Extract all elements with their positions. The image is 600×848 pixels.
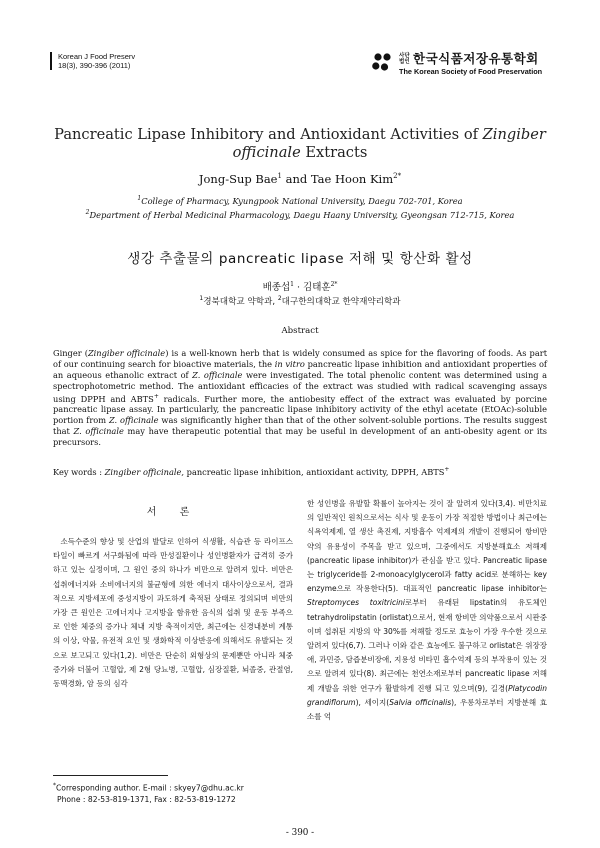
author-1-sup: 1: [277, 172, 282, 181]
footnote-email: Corresponding author. E-mail : skyey7@dhu.ac.kr: [56, 783, 244, 793]
ko-author-1: 배종섭: [262, 282, 291, 293]
author-2: Tae Hoon Kim: [310, 172, 394, 186]
title-species-epithet: officinale: [232, 144, 301, 161]
society-type: 사단 법인: [399, 52, 410, 65]
affil-2-sup: 2: [85, 208, 90, 216]
journal-citation: [50, 52, 135, 70]
journal-name: Korean J Food Preserv: [58, 52, 136, 61]
intro-paragraph-1: 소득수준의 향상 및 산업의 발달로 인하여 식생활, 식습관 등 라이프스타일이 빠르게 서구화됨에 따라 만성질환이나 성인병환자가 급격히 증가하고 있는 실정이며, 그 원인 중의 하나가 비만으로 알려져 있다. 비만은 섭취에너지와 소비에너지의 불균형에 의한 에너지 대사이상으로서, 결과적으로 지방세포에 중성지방이 과도하게 축적된 상태로 정의되며 비만의 가장 큰 원인은 고에너지나 고지방을 함유한 음식의 섭취 및 운동 부족으로 인한 체중의 증가나 체내 지방 축적이지만, 최근에는 신경내분비 계통의 이상, 약물, 유전적 요인 및 생화학적 이상반응에 의해서도 유발되는 것으로 보고되고 있다(1,2). 비만은 단순히 외형상의 문제뿐만 아니라 체중 증가와 더불어 고혈압, 제 2형 당뇨병, 고혈압, 심장질환, 뇌졸중, 관절염, 동맥경화, 암 등의 심각: [53, 537, 293, 689]
society-logo-icon: [372, 52, 394, 72]
footnote-rule: [53, 775, 168, 776]
korean-authors: [40, 279, 560, 293]
society-header: [372, 48, 542, 76]
ko-author-2: 김태훈: [303, 282, 331, 293]
body-column-left: [53, 535, 293, 691]
introduction-heading: 서 론: [146, 507, 200, 518]
intro-paragraph-continued: 한 성인병을 유발할 확률이 높아지는 것이 잘 알려져 있다(3,4). 비만치료의 일반적인 원칙으로서는 식사 및 운동이 가장 적절한 방법이나 최근에는 식욕억제제, 열 생산 촉진제, 지방흡수 억제제의 개발이 진행되어 항비만약의 유용성이 주목을 받고 있으며, 그중에서도 지방분해효소 저해제(pancreatic lipase inhibitor)가 관심을 받고 있다. Pancreatic lipase는 triglyceride를 2-monoacylglycerol과 fatty acid로 분해하는 key enzyme으로 작용한다(5). 대표적인 pancreatic lipase inhibitor는 Streptomyces toxitricini로부터 유래된 lipstatin의 유도체인 tetrahydrolipstatin (orlistat)으로서, 현재 항비만 의약품으로서 시판중이며 섭취된 지방의 약 30%를 저해할 정도로 효능이 가장 우수한 것으로 알려져 있다(6,7). 그러나 이와 같은 효능에도 불구하고 orlistat은 위장장애, 과민증, 담즙분비장애, 지용성 비타민 흡수억제 등의 부작용이 있는 것으로 알려져 있다(8). 최근에는 천연소재로부터 pancreatic lipase 저해제 개발을 위한 연구가 활발하게 진행 되고 있으며(9), 길경(Platycodin grandiflorum), 세이지(Salvia officinalis), 우롱차로부터 지방분해 효소를 억: [307, 499, 547, 722]
keywords-list: pancreatic lipase inhibition, antioxidant activity, DPPH, ABTS: [184, 466, 445, 477]
ko-author-2-sup: 2*: [330, 280, 338, 288]
keywords-species: Zingiber officinale,: [104, 466, 185, 477]
authors: [40, 172, 560, 186]
footnote-star: *: [53, 782, 56, 789]
society-name-english: The Korean Society of Food Preservation: [399, 67, 543, 76]
korean-affiliations: [40, 295, 560, 307]
journal-volume: 18(3), 390-396 (2011): [58, 61, 131, 70]
ko-author-separator: ·: [296, 282, 301, 293]
corresponding-author-footnote: [53, 780, 303, 805]
title-species-genus: Zingiber: [482, 126, 546, 143]
affiliations: [40, 193, 560, 221]
ko-affil-1-sup: 1: [199, 295, 204, 303]
ko-affiliation-1: 경북대학교 약학과,: [203, 297, 276, 307]
title-text: Pancreatic Lipase Inhibitory and Antioxidant Activities of: [54, 126, 479, 143]
author-2-sup: 2*: [393, 172, 402, 181]
page-number: - 390 -: [285, 828, 315, 838]
keywords: [53, 464, 547, 478]
article-title: [40, 126, 560, 162]
abstract-body: Ginger (Zingiber officinale) is a well-known herb that is widely consumed as spice for the flavoring of foods. As part of our continuing search for bioactive materials, the in vitro pancreatic lipase inhibition and antioxidant properties of an aqueous ethanolic extract of Z. officinale were investigated. The total phenolic content was determined using a spectrophotometric method. The antioxidant efficacies of the extract was studied with radical scavenging assays using DPPH and ABTS+ radicals. Further more, the antiobesity effect of the extract was evaluated by porcine pancreatic lipase assay. In particularly, the pancreatic lipase inhibitory activity of the ethyl acetate (EtOAc)-soluble portion from Z. officinale was significantly higher than that of the other solvent-soluble portions. The results suggest that Z. officinale may have therapeutic potential that may be useful in development of an anti-obesity agent or its precursors.: [53, 348, 548, 447]
title-text-end: Extracts: [305, 144, 368, 161]
author-and: and: [285, 172, 308, 186]
korean-title: 생강 추출물의 pancreatic lipase 저해 및 항산화 활성: [127, 251, 473, 267]
author-1: Jong-Sup Bae: [198, 172, 278, 186]
ko-affiliation-2: 대구한의대학교 한약재약리학과: [281, 297, 401, 307]
society-name-korean: 한국식품저장유통학회: [413, 51, 539, 66]
keywords-label: Key words :: [53, 466, 102, 477]
affiliation-1: College of Pharmacy, Kyungpook National University, Daegu 702-701, Korea: [141, 195, 463, 206]
body-column-right: [307, 497, 547, 724]
affiliation-2: Department of Herbal Medicinal Pharmacology, Daegu Haany University, Gyeongsan 712-715, Korea: [89, 209, 515, 220]
affil-1-sup: 1: [137, 195, 142, 202]
ko-author-1-sup: 1: [290, 280, 294, 288]
ko-affil-2-sup: 2: [277, 295, 282, 303]
footnote-phone: Phone : 82-53-819-1371, Fax : 82-53-819-1272: [57, 794, 236, 804]
keywords-sup: +: [444, 466, 450, 473]
abstract-heading: Abstract: [281, 326, 319, 336]
